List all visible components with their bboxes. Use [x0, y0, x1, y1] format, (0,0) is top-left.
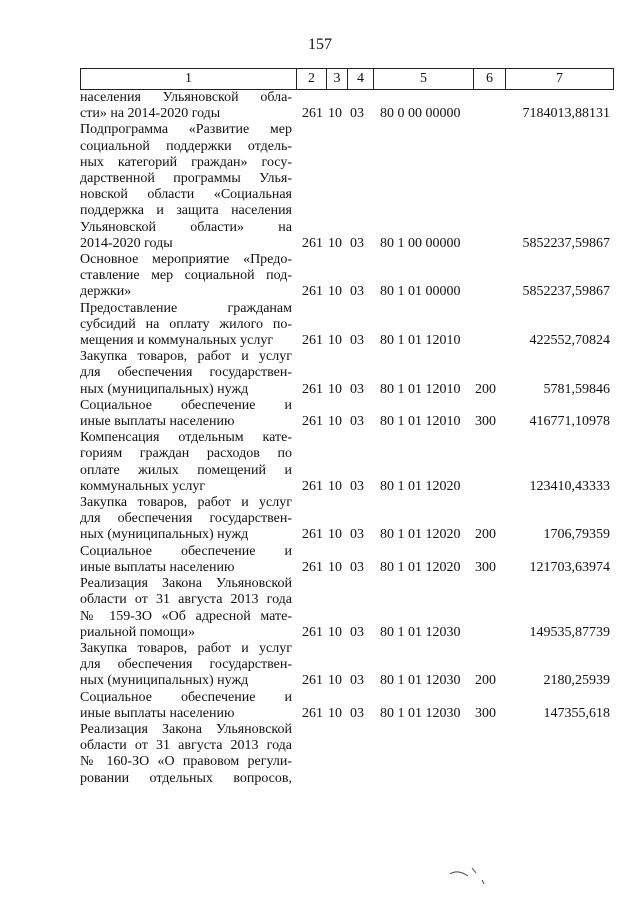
col-2-value: 261	[302, 284, 323, 300]
description-line: оплате жилых помещений и	[80, 462, 292, 478]
col-2-value: 261	[302, 478, 323, 494]
table-body	[80, 90, 612, 787]
row-description	[80, 576, 296, 641]
description-line: Реализация Закона Ульяновской	[80, 576, 292, 592]
col-5-value: 80 1 01 12020	[380, 478, 461, 494]
description-line: гориям граждан расходов по	[80, 446, 292, 462]
col-6-value: 200	[475, 673, 496, 689]
col-7-value: 422552,70824	[529, 333, 610, 349]
col-3-value: 10	[328, 527, 342, 543]
col-6-value: 300	[475, 414, 496, 430]
col-2-value: 261	[302, 333, 323, 349]
table-row	[80, 722, 612, 787]
col-6-value: 300	[475, 705, 496, 721]
col-5-value: 80 1 01 12010	[380, 381, 461, 397]
description-line: для обеспечения государствен-	[80, 657, 292, 673]
description-line: ровании отдельных вопросов,	[80, 770, 292, 786]
description-line: Подпрограмма «Развитие мер	[80, 122, 292, 138]
col-5-value: 80 1 01 12010	[380, 333, 461, 349]
description-line: Закупка товаров, работ и услуг	[80, 349, 292, 365]
col-6-value: 200	[475, 527, 496, 543]
row-description	[80, 690, 296, 722]
description-line: новской области «Социальная	[80, 187, 292, 203]
row-description	[80, 301, 296, 350]
table-row	[80, 690, 612, 722]
description-line: № 160-ЗО «О правовом регули-	[80, 754, 292, 770]
col-4-value: 03	[350, 284, 364, 300]
col-5-value: 80 0 00 00000	[380, 106, 461, 122]
col-2-value: 261	[302, 559, 323, 575]
col-7-value: 2180,25939	[543, 673, 610, 689]
description-line: Ульяновской области» на	[80, 219, 292, 235]
description-line: риальной помощи»	[80, 624, 196, 640]
col-4-value: 03	[350, 333, 364, 349]
col-5-value: 80 1 01 12030	[380, 673, 461, 689]
table-row	[80, 544, 612, 576]
col-5-value: 80 1 01 12010	[380, 414, 461, 430]
description-line: субсидий на оплату жилого по-	[80, 316, 292, 332]
row-description	[80, 122, 296, 252]
description-line: Основное мероприятие «Предо-	[80, 252, 292, 268]
col-5-value: 80 1 01 12020	[380, 527, 461, 543]
description-line: № 159-ЗО «Об адресной мате-	[80, 608, 292, 624]
description-line: для обеспечения государствен-	[80, 511, 292, 527]
description-line: области от 31 августа 2013 года	[80, 738, 292, 754]
table-row	[80, 398, 612, 430]
header-col-7: 7	[556, 71, 563, 86]
description-line: иные выплаты населению	[80, 705, 235, 721]
col-6-value: 200	[475, 381, 496, 397]
row-description	[80, 430, 296, 495]
col-6-value: 300	[475, 559, 496, 575]
table-row	[80, 301, 612, 350]
description-line: ных (муниципальных) нужд	[80, 673, 249, 689]
col-5-value: 80 1 01 12030	[380, 624, 461, 640]
description-line: Компенсация отдельным кате-	[80, 430, 292, 446]
col-4-value: 03	[350, 705, 364, 721]
table-row	[80, 495, 612, 544]
handwritten-mark	[448, 864, 496, 886]
col-5-value: 80 1 00 00000	[380, 235, 461, 251]
description-line: держки»	[80, 284, 132, 300]
header-col-1: 1	[81, 69, 297, 89]
description-line: ных (муниципальных) нужд	[80, 527, 249, 543]
table-row	[80, 641, 612, 690]
description-line: для обеспечения государствен-	[80, 365, 292, 381]
col-4-value: 03	[350, 527, 364, 543]
col-3-value: 10	[328, 106, 342, 122]
col-2-value: 261	[302, 705, 323, 721]
description-line: Реализация Закона Ульяновской	[80, 721, 292, 737]
col-3-value: 10	[328, 705, 342, 721]
page-number: 157	[308, 36, 332, 53]
row-description	[80, 349, 296, 398]
row-description	[80, 722, 296, 787]
description-line: Социальное обеспечение и	[80, 397, 292, 413]
description-line: коммунальных услуг	[80, 478, 206, 494]
col-3-value: 10	[328, 235, 342, 251]
description-line: населения Ульяновской обла-	[80, 90, 292, 105]
description-line: Социальное обеспечение и	[80, 689, 292, 705]
col-4-value: 03	[350, 559, 364, 575]
table-row	[80, 430, 612, 495]
row-description	[80, 90, 296, 122]
description-line: дарственной программы Улья-	[80, 171, 292, 187]
col-5-value: 80 1 01 00000	[380, 284, 461, 300]
table-row	[80, 252, 612, 301]
row-description	[80, 495, 296, 544]
col-7-value: 147355,618	[543, 705, 610, 721]
description-line: Предоставление гражданам	[80, 300, 292, 316]
col-3-value: 10	[328, 414, 342, 430]
col-3-value: 10	[328, 673, 342, 689]
col-7-value: 5781,59846	[543, 381, 610, 397]
header-col-3: 3	[327, 69, 348, 89]
col-7-value: 123410,43333	[529, 478, 610, 494]
description-line: ных категорий граждан» госу-	[80, 154, 292, 170]
col-4-value: 03	[350, 235, 364, 251]
col-2-value: 261	[302, 235, 323, 251]
header-col-2: 2	[297, 69, 327, 89]
col-2-value: 261	[302, 624, 323, 640]
table-row	[80, 90, 612, 122]
col-7-value: 1706,79359	[543, 527, 610, 543]
col-5-value: 80 1 01 12030	[380, 705, 461, 721]
description-line: области от 31 августа 2013 года	[80, 592, 292, 608]
table-row	[80, 349, 612, 398]
col-7-value: 121703,63974	[529, 559, 610, 575]
header-col-5: 5	[374, 69, 474, 89]
header-col-4: 4	[348, 69, 374, 89]
col-7-value: 149535,87739	[529, 624, 610, 640]
description-line: Социальное обеспечение и	[80, 543, 292, 559]
col-2-value: 261	[302, 381, 323, 397]
table-header	[80, 68, 614, 90]
description-line: сти» на 2014-2020 годы	[80, 106, 221, 122]
description-line: ставление мер социальной под-	[80, 268, 292, 284]
table-row	[80, 122, 612, 252]
col-4-value: 03	[350, 673, 364, 689]
col-4-value: 03	[350, 106, 364, 122]
col-2-value: 261	[302, 673, 323, 689]
row-description	[80, 398, 296, 430]
col-3-value: 10	[328, 284, 342, 300]
col-3-value: 10	[328, 478, 342, 494]
col-4-value: 03	[350, 624, 364, 640]
description-line: ных (муниципальных) нужд	[80, 381, 249, 397]
header-col-6: 6	[474, 69, 506, 89]
col-4-value: 03	[350, 381, 364, 397]
description-line: поддержка и защита населения	[80, 203, 292, 219]
row-description	[80, 641, 296, 690]
description-line: иные выплаты населению	[80, 414, 235, 430]
description-line: иные выплаты населению	[80, 559, 235, 575]
col-7-value: 5852237,59867	[522, 284, 610, 300]
description-line: 2014-2020 годы	[80, 235, 173, 251]
col-2-value: 261	[302, 106, 323, 122]
col-2-value: 261	[302, 414, 323, 430]
col-3-value: 10	[328, 624, 342, 640]
col-3-value: 10	[328, 559, 342, 575]
col-4-value: 03	[350, 414, 364, 430]
description-line: Закупка товаров, работ и услуг	[80, 495, 292, 511]
description-line: социальной поддержки отдель-	[80, 138, 292, 154]
col-7-value: 5852237,59867	[522, 235, 610, 251]
description-line: мещения и коммунальных услуг	[80, 333, 274, 349]
col-7-value: 7184013,88131	[522, 106, 610, 122]
col-2-value: 261	[302, 527, 323, 543]
description-line: Закупка товаров, работ и услуг	[80, 640, 292, 656]
row-description	[80, 544, 296, 576]
col-7-value: 416771,10978	[529, 414, 610, 430]
row-description	[80, 252, 296, 301]
col-5-value: 80 1 01 12020	[380, 559, 461, 575]
col-3-value: 10	[328, 381, 342, 397]
col-3-value: 10	[328, 333, 342, 349]
table-row	[80, 576, 612, 641]
col-4-value: 03	[350, 478, 364, 494]
